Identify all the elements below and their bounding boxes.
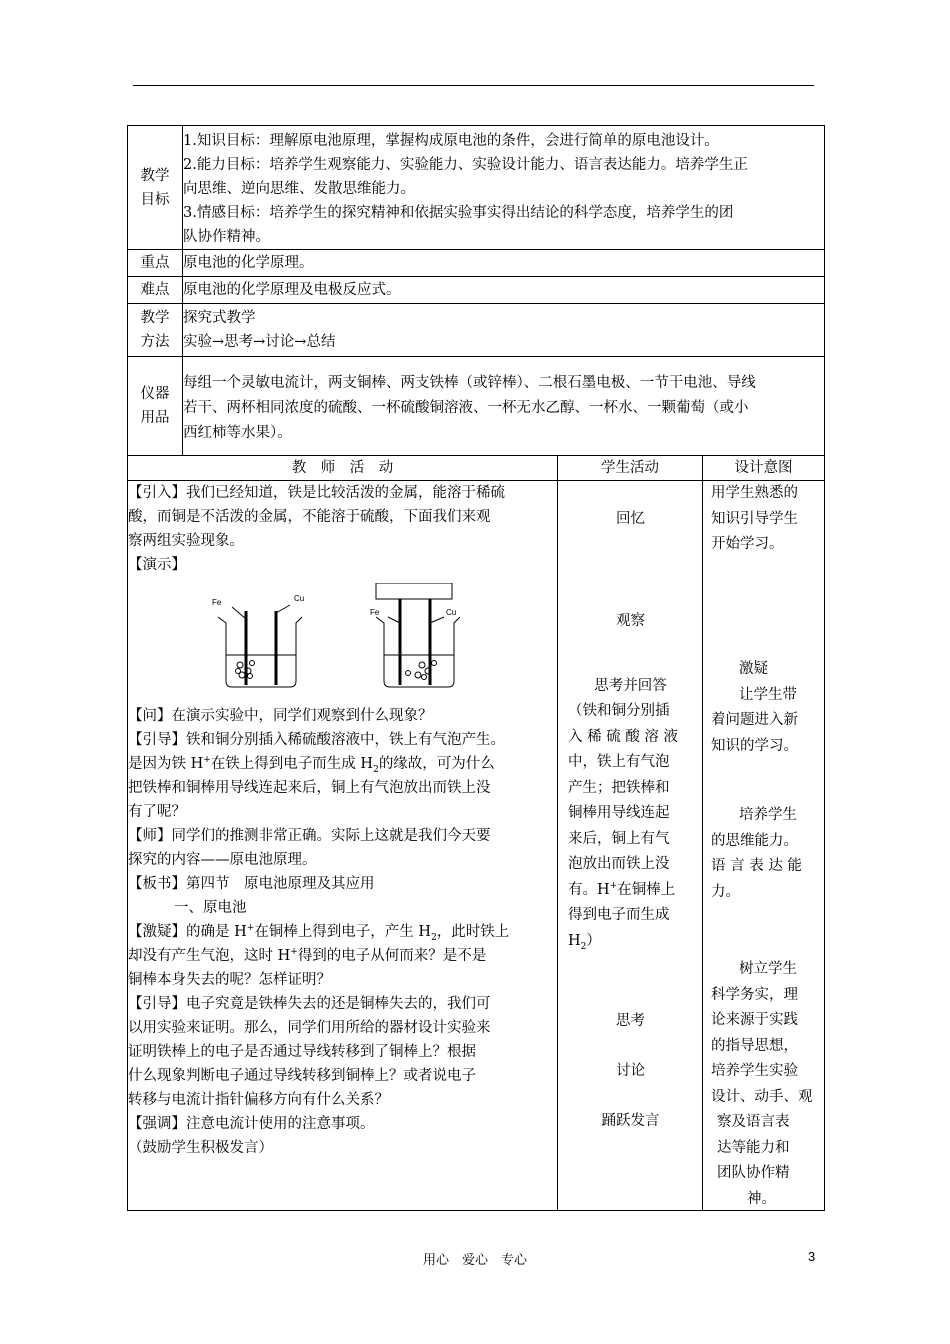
equipment-content: 每组一个灵敏电流计，两支铜棒、两支铁棒（或锌棒）、二根石墨电极、一节干电池、导线 若干、两杯相同浓度的硫酸、一杯硫酸铜溶液、一杯无水乙醇、一杯水、一颗葡萄（或小 西红柿等水果）。 — [183, 357, 825, 456]
student-answer-body: （铁和铜分别插 入 稀 硫 酸 溶 液 中，铁上有气泡 产生；把铁棒和 铜棒用导线连起 来后，铜上有气 泡放出而铁上没 有。H+在铜棒上 得到电子而生成 $H_2$） — [568, 703, 679, 952]
objective-line: 3.情感目标：培养学生的探究精神和依据实验事实得出结论的科学态度，培养学生的团 — [183, 205, 734, 221]
cu-label: Cu — [294, 594, 305, 603]
activity-header-row — [128, 456, 825, 481]
student-discuss: 讨论 — [616, 1063, 645, 1079]
design-a: 用学生熟悉的 知识引导学生 开始学习。 — [711, 485, 798, 552]
student-activity — [558, 481, 703, 1211]
student-answer: 思考并回答 — [594, 678, 667, 694]
teacher-header: 教 师 活 动 — [128, 456, 558, 481]
objective-line: 向思维、逆向思维、发散思维能力。 — [183, 181, 415, 197]
student-recall: 回忆 — [616, 511, 645, 527]
method-label: 教学 方法 — [128, 304, 183, 357]
difficulty-row — [128, 277, 825, 304]
student-observe: 观察 — [616, 613, 645, 629]
difficulty-text: 原电池的化学原理及电极反应式。 — [183, 277, 825, 304]
objectives-content — [183, 126, 825, 250]
design-c: 培养学生 的思维能力。 语 言 表 达 能 力。 — [711, 807, 802, 900]
student-think: 思考 — [616, 1013, 645, 1029]
lesson-plan-table — [127, 125, 825, 1211]
board-subtitle: 一、原电池 — [174, 900, 247, 916]
demo-heading: 【演示】 — [128, 557, 186, 573]
beaker-diagram — [198, 583, 468, 693]
cu-label-2: Cu — [446, 608, 457, 617]
difficulty-label: 难点 — [128, 277, 183, 304]
equipment-label: 仪器 用品 — [128, 357, 183, 456]
demo-figure — [128, 577, 557, 704]
board-title: 【板书】第四节 原电池原理及其应用 — [128, 876, 375, 892]
design-intent — [703, 481, 825, 1211]
objectives-label: 教学 目标 — [128, 126, 183, 250]
method-row — [128, 304, 825, 357]
equipment-row — [128, 357, 825, 456]
student-header: 学生活动 — [558, 456, 703, 481]
objective-line: 队协作精神。 — [183, 229, 270, 245]
key-point-label: 重点 — [128, 250, 183, 277]
fe-label: Fe — [212, 598, 222, 607]
objectives-row — [128, 126, 825, 250]
key-point-text: 原电池的化学原理。 — [183, 250, 825, 277]
design-header: 设计意图 — [703, 456, 825, 481]
page-number: 3 — [808, 1249, 816, 1264]
method-content: 探究式教学 实验→思考→讨论→总结 — [183, 304, 825, 357]
objective-line: 2.能力目标：培养学生观察能力、实验能力、实验设计能力、语言表达能力。培养学生正 — [183, 157, 748, 173]
header-rule — [133, 85, 814, 86]
question-text: 【问】在演示实验中，同学们观察到什么现象？ — [128, 708, 433, 724]
teacher-activity: 【引入】我们已经知道，铁是比较活泼的金属，能溶于稀硫 酸，而铜是不活泼的金属，不能溶于硫酸，下面我们来观 察两组实验现象。 【演示】 Fe Cu Fe Cu 【问】在演示实验中，同学们观察到什么现象？ 【引导】铁和铜分别插入稀硫酸溶液中，铁上有气泡产生。 是因为铁 H+在铁上得到电子而生成 $H_2$的缘故，可为什么 把铁棒和铜棒用导线连起来后，铜上有气泡放出而铁上没 有了呢？ 【师】同学们的推测非常正确。实际上这就是我们今天要 探究的内容——原电池原理。 【板书】第四节 原电池原理及其应用 一、原电池 【激疑】的确是 H+在铜棒上得到电子，产生 $H_2$，此时铁上 却没有产生气泡，这时 H+得到的电子从何而来？是不是 铜棒本身失去的呢？怎样证明？ 【引导】电子究竟是铁棒失去的还是铜棒失去的，我们可 以用实验来证明。那么，同学们用所给的器材设计实验来 证明铁棒上的电子是否通过导线转移到了铜棒上？根据 什么现象判断电子通过导线转移到铜棒上？或者说电子 转移与电流计指针偏移方向有什么关系？ 【强调】注意电流计使用的注意事项。 （鼓励学生积极发言） — [128, 481, 558, 1211]
page-footer: 用心 爱心 专心 — [422, 1253, 527, 1268]
design-d: 树立学生 科学务实，理 论来源于实践 的指导思想， 培养学生实验 设计、动手、观 察及语言表 达等能力和 团队协作精 神。 — [711, 961, 813, 1207]
student-speak: 踊跃发言 — [601, 1113, 660, 1129]
objective-line: 1.知识目标：理解原电池原理，掌握构成原电池的条件，会进行简单的原电池设计。 — [183, 133, 719, 149]
key-point-row — [128, 250, 825, 277]
fe-label-2: Fe — [370, 608, 380, 617]
design-b: 激疑 让学生带 着问题进入新 知识的学习。 — [711, 661, 798, 754]
activity-row — [128, 481, 825, 1211]
